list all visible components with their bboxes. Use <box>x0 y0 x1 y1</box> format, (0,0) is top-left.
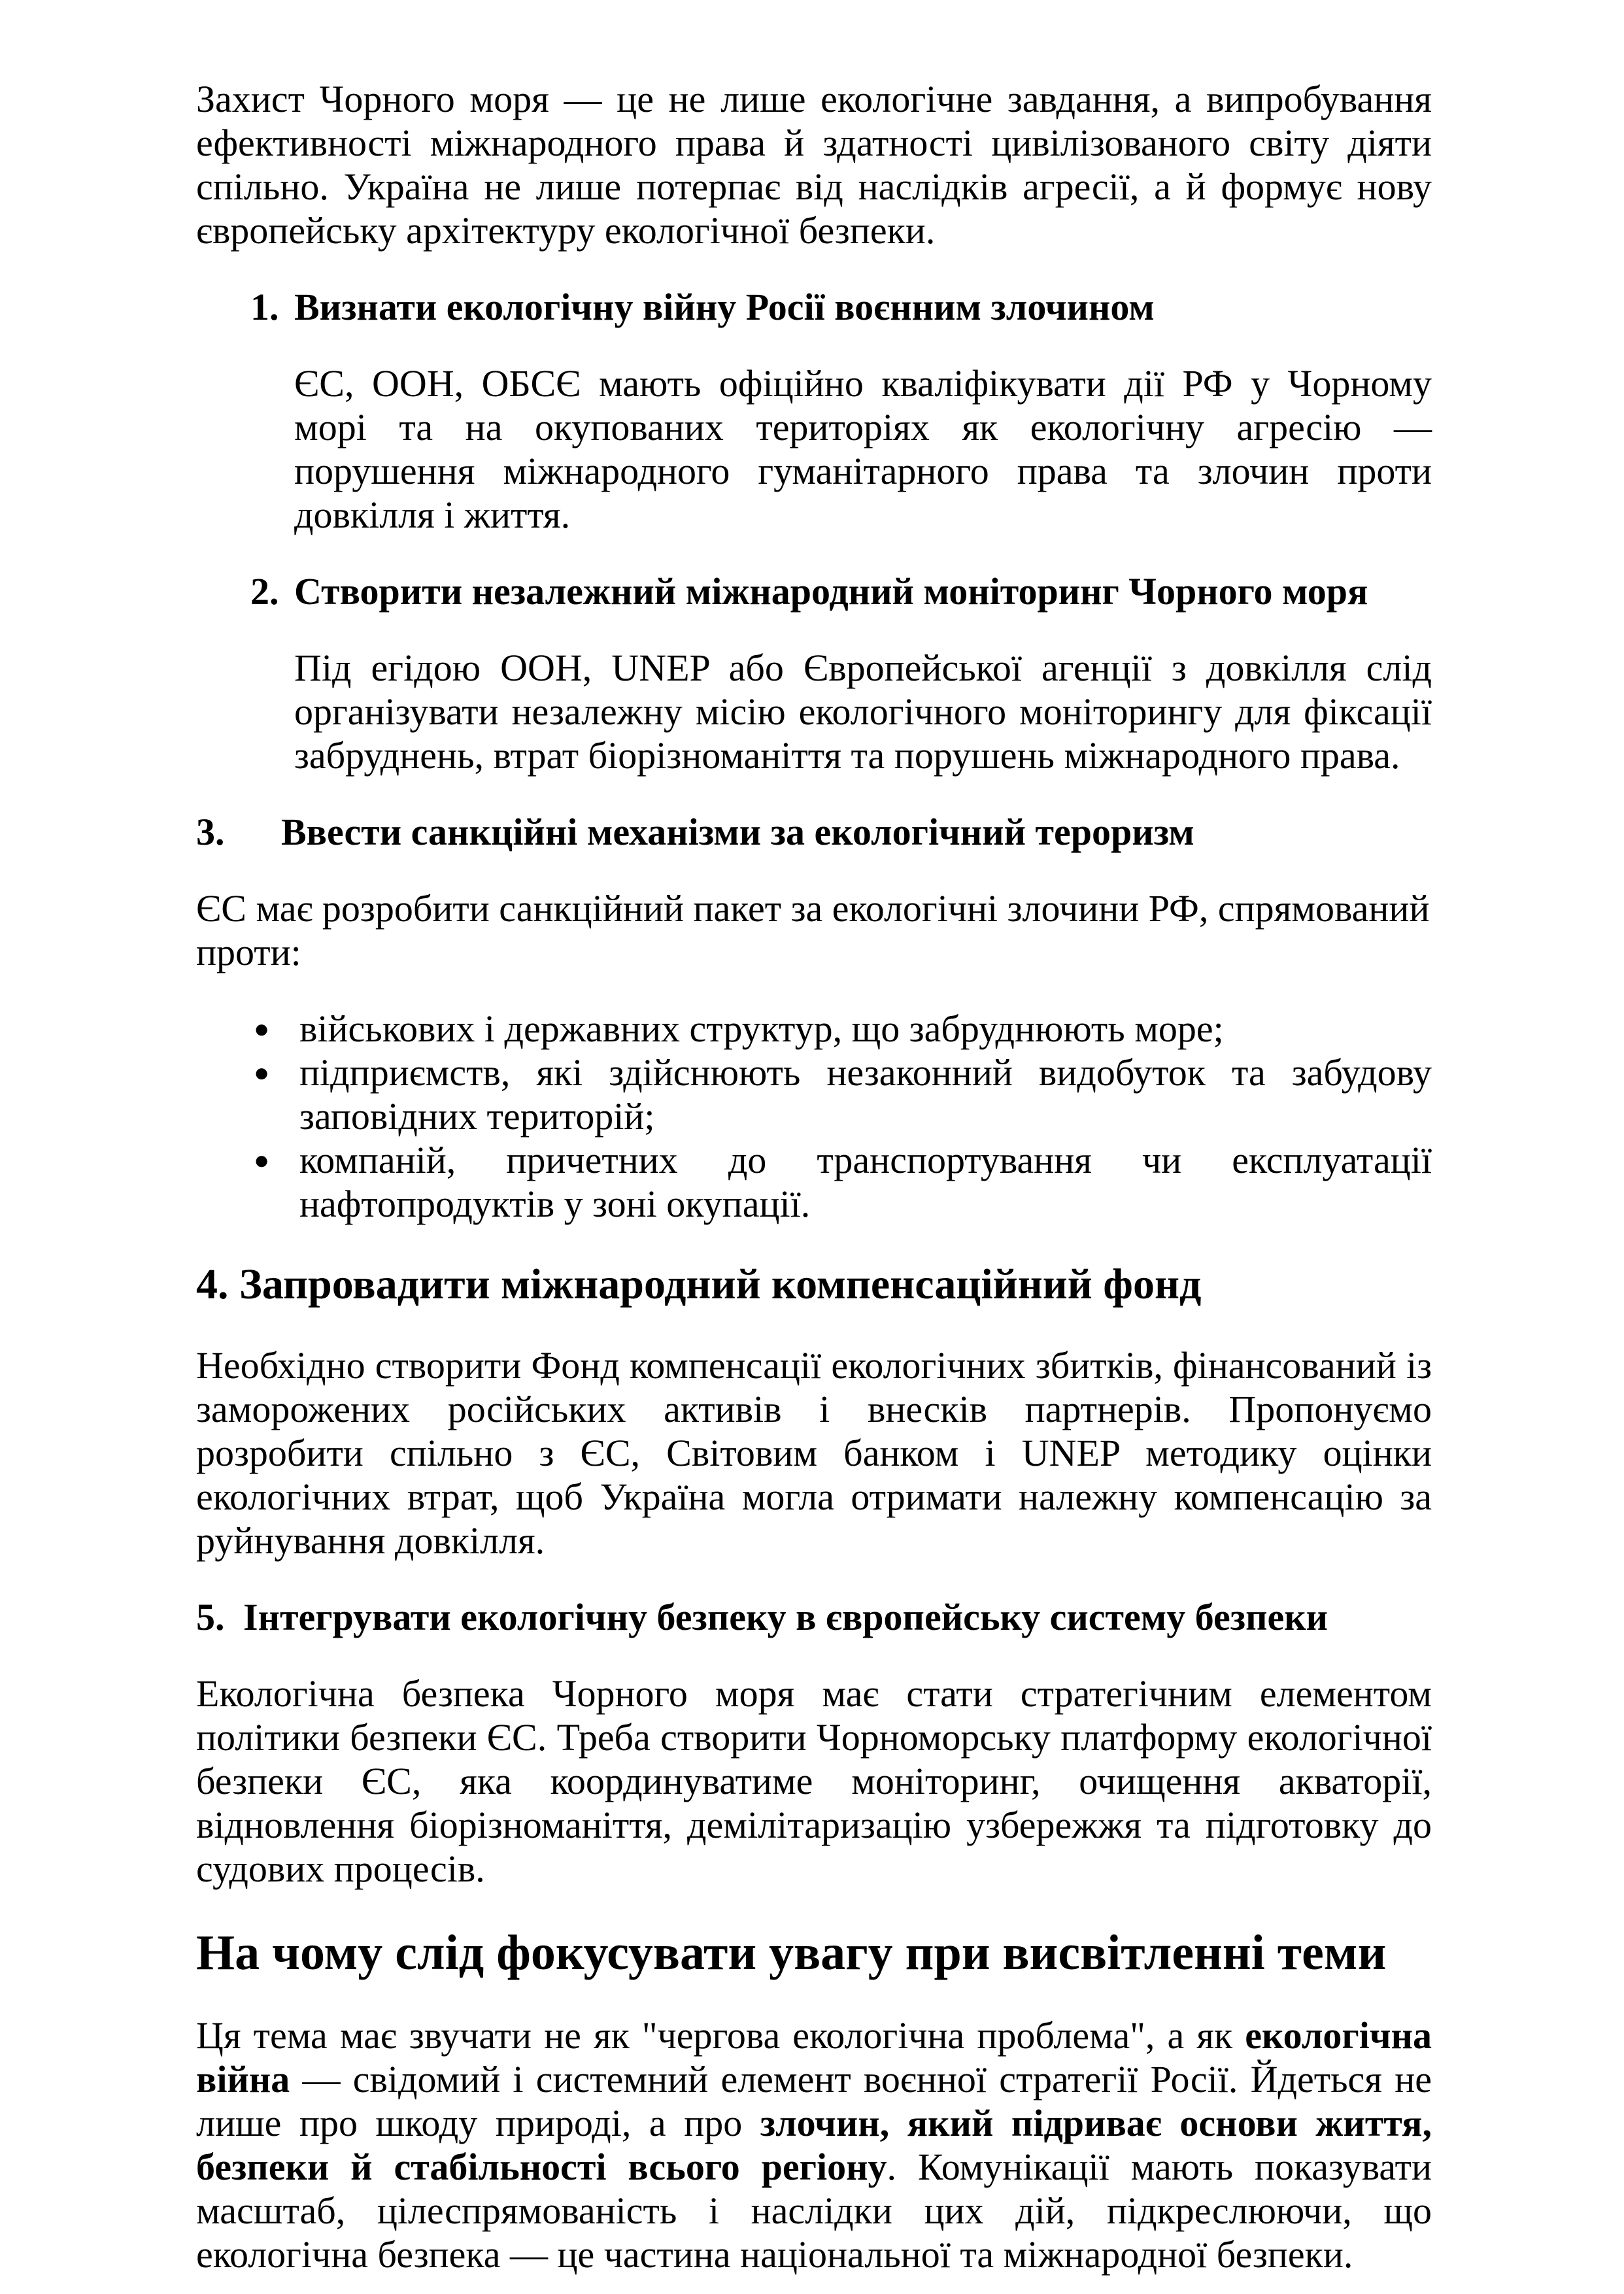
section-3-title: Ввести санкційні механізми за екологічний тероризм <box>281 811 1194 853</box>
list-item <box>196 1138 1432 1226</box>
bullet-icon: ● <box>254 1145 270 1175</box>
focus-segment: Ця тема має звучати не як "чергова екологічна проблема", а як <box>196 2014 1245 2057</box>
section-3-heading <box>196 810 1432 854</box>
section-3-lead: ЄС має розробити санкційний пакет за екологічні злочини РФ, спрямований проти: <box>196 887 1430 973</box>
item-2-title: Створити незалежний міжнародний моніторинг Чорного моря <box>294 570 1368 613</box>
section-5-title: Інтегрувати екологічну безпеку в європейську систему безпеки <box>243 1596 1328 1638</box>
numbered-item-2-heading <box>196 569 1432 613</box>
list-number: 5. <box>196 1596 225 1638</box>
bullet-text: військових і державних структур, що забруднюють море; <box>299 1007 1224 1050</box>
item-2-body: Під егідою ООН, UNEP або Європейської агенції з довкілля слід організувати незалежну місію екологічного моніторингу для фіксації забруднень, втрат біорізноманіття та порушень міжнародного права. <box>294 647 1432 777</box>
item-1-body: ЄС, ООН, ОБСЄ мають офіційно кваліфікувати дії РФ у Чорному морі та на окупованих територіях як екологічну агресію — порушення міжнародного гуманітарного права та злочин проти довкілля і життя. <box>294 362 1432 536</box>
focus-segment-bold: екологічна війна <box>196 2014 1432 2100</box>
bullet-text: компаній, причетних до транспортування чи експлуатації нафтопродуктів у зоні окупації. <box>299 1139 1432 1225</box>
focus-paragraph <box>196 2014 1432 2276</box>
numbered-item-2 <box>196 569 1432 777</box>
numbered-item-1-heading <box>196 285 1432 329</box>
focus-heading: На чому слід фокусувати увагу при висвітленні теми <box>196 1925 1387 1980</box>
item-1-title: Визнати екологічну війну Росії воєнним злочином <box>294 286 1155 328</box>
numbered-item-1 <box>196 285 1432 537</box>
focus-segment-bold: злочин, який підриває основи життя, безпеки й стабільності всього регіону <box>196 2102 1432 2188</box>
focus-segment: . Комунікації мають показувати масштаб, цілеспрямованість і наслідки цих дій, підкреслюючи, що екологічна безпека — це частина національної та міжнародної безпеки. <box>196 2146 1432 2276</box>
intro-paragraph: Захист Чорного моря — це не лише екологічне завдання, а випробування ефективності міжнародного права й здатності цивілізованого світу діяти спільно. Україна не лише потерпає від наслідків агресії, а й формує нову європейську архітектуру екологічної безпеки. <box>196 78 1432 252</box>
list-number: 1. <box>250 286 279 328</box>
list-item <box>196 1051 1432 1138</box>
list-number: 3. <box>196 811 225 853</box>
section-4-heading: 4. Запровадити міжнародний компенсаційний фонд <box>196 1260 1202 1308</box>
sanctions-bullet-list <box>196 1007 1432 1226</box>
list-number: 2. <box>250 570 279 613</box>
section-4-body: Необхідно створити Фонд компенсації екологічних збитків, фінансований із заморожених російських активів і внесків партнерів. Пропонуємо розробити спільно з ЄС, Світовим банком і UNEP методику оцінки екологічних втрат, щоб Україна могла отримати належну компенсацію за руйнування довкілля. <box>196 1344 1432 1562</box>
bullet-icon: ● <box>254 1014 270 1043</box>
section-5-body: Екологічна безпека Чорного моря має стати стратегічним елементом політики безпеки ЄС. Треба створити Чорноморську платформу екологічної безпеки ЄС, яка координуватиме моніторинг, очищення акваторії, відновлення біорізноманіття, демілітаризацію узбережжя та підготовку до судових процесів. <box>196 1672 1432 1890</box>
bullet-text: підприємств, які здійснюють незаконний видобуток та забудову заповідних територій; <box>299 1051 1432 1138</box>
focus-segment: — свідомий і системний елемент воєнної стратегії Росії. Йдеться не лише про шкоду природі, а про <box>196 2058 1432 2144</box>
bullet-icon: ● <box>254 1058 270 1087</box>
list-item <box>196 1007 1432 1051</box>
section-5-heading <box>196 1595 1432 1639</box>
